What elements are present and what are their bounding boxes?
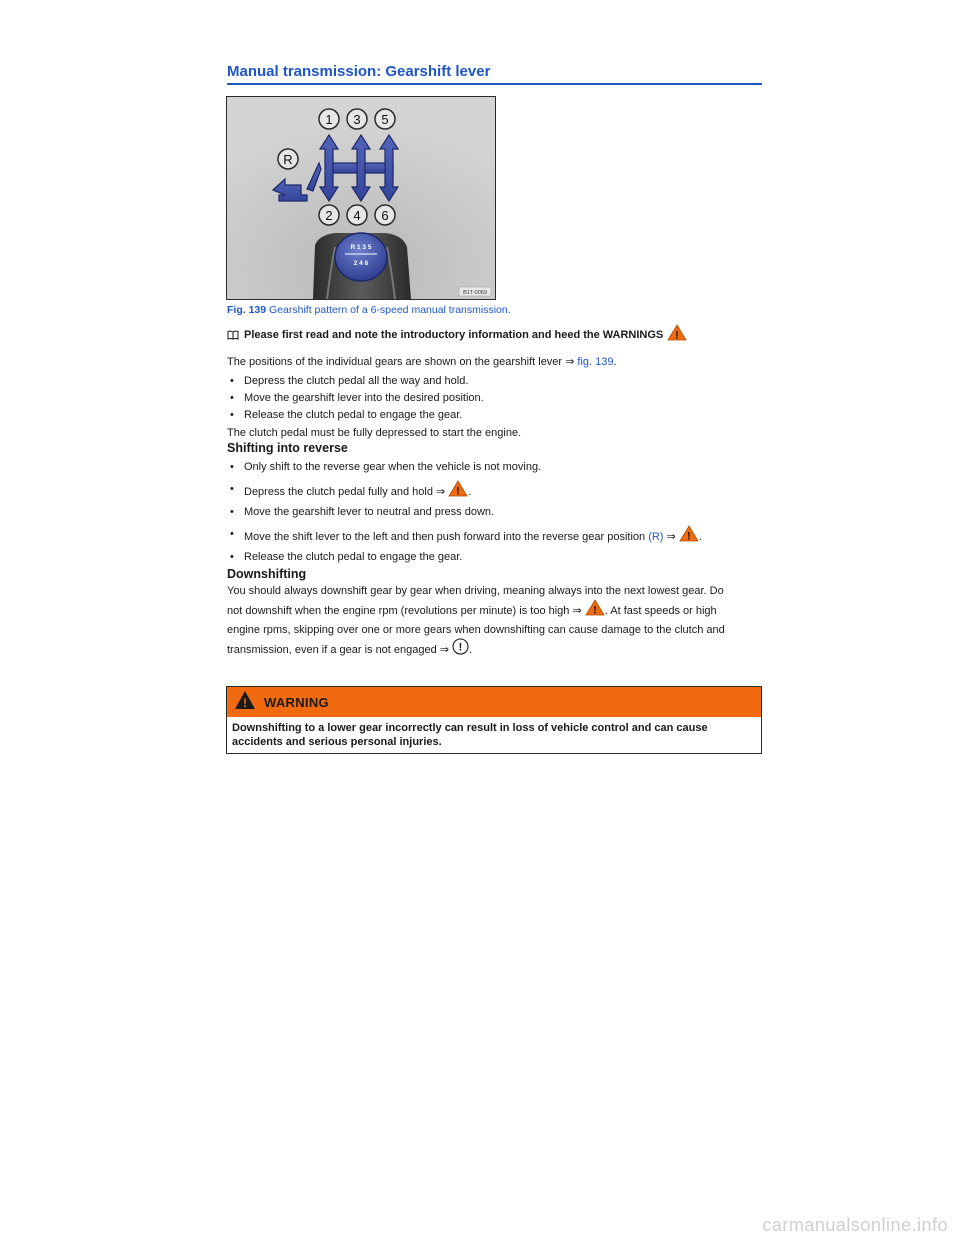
warning-triangle-icon [234,690,256,715]
list-item: • Release the clutch pedal to engage the gear. [227,408,767,423]
list-item: • Depress the clutch pedal fully and hold ⇒ ! . [227,480,767,504]
shift-steps-list [227,374,767,423]
warning-triangle-icon[interactable] [667,324,687,346]
book-icon [227,330,239,340]
list-item: • Move the gearshift lever into the desired position. [227,391,767,406]
gear-numbers-bottom [319,205,395,225]
gear-3-label: 3 [353,112,361,127]
reverse-steps-list [227,460,767,565]
image-code: B1T-0059 [463,290,487,296]
svg-text:!: ! [675,329,680,341]
warning-title: WARNING [264,694,329,710]
gearshift-pattern-illustration [227,97,495,299]
watermark: carmanualsonline.info [762,1215,948,1235]
figure-caption [227,304,511,316]
knob-top-label: R 1 3 5 [350,244,372,251]
svg-text:!: ! [592,604,597,616]
downshift-heading: Downshifting [227,567,307,581]
gear-1-label: 1 [325,112,333,127]
gear-6-label: 6 [381,208,389,223]
note-circle-icon[interactable] [452,638,469,662]
page-title: Manual transmission: Gearshift lever [227,63,762,85]
knob-bottom-label: 2 4 6 [353,260,369,267]
warning-triangle-icon[interactable] [585,599,605,623]
gear-4-label: 4 [353,208,361,223]
svg-text:!: ! [686,530,691,542]
warning-box [226,686,762,754]
warning-triangle-icon[interactable] [448,480,468,504]
main-content [227,324,767,662]
reverse-position-link[interactable]: (R) [648,530,664,543]
svg-text:!: ! [456,485,461,497]
warning-triangle-icon[interactable] [679,525,699,549]
gear-numbers-top [319,109,395,129]
svg-text:!: ! [458,641,463,654]
positions-end: . [613,356,617,368]
fig-139-link[interactable]: fig. 139 [577,356,614,368]
list-item: • Only shift to the reverse gear when the vehicle is not moving. [227,460,767,475]
intro-line [227,324,767,346]
positions-paragraph [227,355,767,370]
reverse-label: R [283,152,293,167]
list-item: • Depress the clutch pedal all the way and hold. [227,374,767,389]
list-item: • Move the gearshift lever to neutral and press down. [227,505,767,520]
svg-text:!: ! [243,695,247,710]
start-note: The clutch pedal must be fully depressed to start the engine. [227,427,522,439]
shift-knob [335,233,387,281]
list-item: • Release the clutch pedal to engage the gear. [227,550,767,565]
warning-header [227,687,761,717]
figure-caption-text: Gearshift pattern of a 6-speed manual transmission. [266,304,511,316]
figure-caption-label: Fig. 139 [227,304,267,316]
reverse-heading: Shifting into reverse [227,441,348,455]
intro-text: Please first read and note the introductory information and heed the WARNINGS [244,328,664,341]
positions-text: The positions of the individual gears are shown on the gearshift lever ⇒ [227,356,575,368]
gear-5-label: 5 [381,112,389,127]
gear-2-label: 2 [325,208,333,223]
downshift-paragraph: You should always downshift gear by gear when driving, meaning always into the next lowest gear. Do not downshift when the engine rpm (revolutions per minute) is too high ⇒ ! . At fast speeds or high engine rpms, skipping over one or more gears when downshifting can cause damage to the clutch and transmission, even if a gear is not engaged ⇒ ! . [227,584,767,662]
warning-text: Downshifting to a lower gear incorrectly can result in loss of vehicle control and can cause accidents and serious personal injuries. [227,717,761,753]
gearshift-figure [226,96,496,300]
list-item: • Move the shift lever to the left and then push forward into the reverse gear position (R) ⇒ ! . [227,525,767,549]
